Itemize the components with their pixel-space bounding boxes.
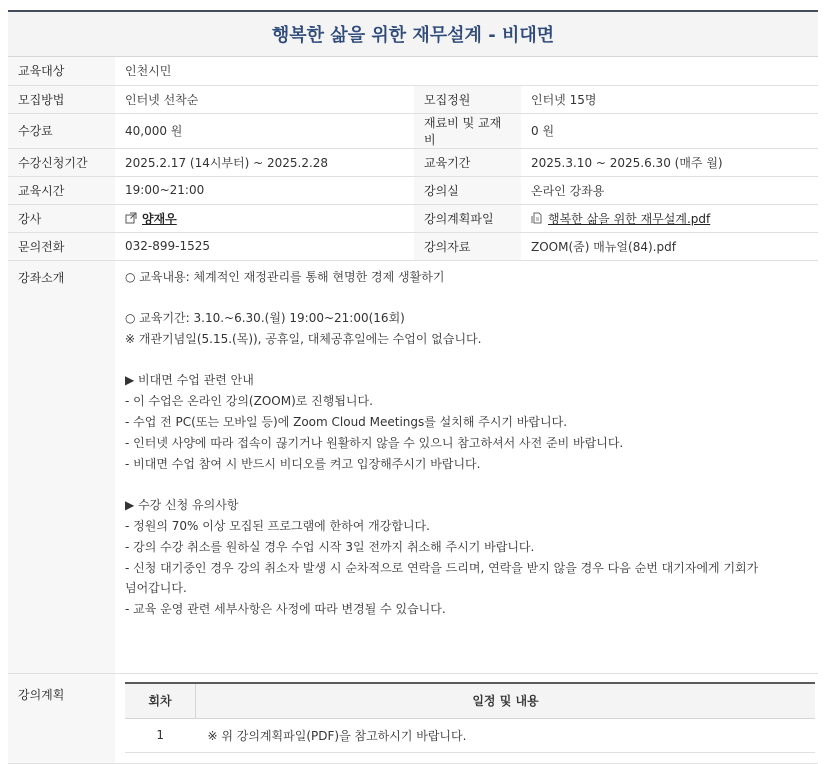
apply-period-label: 수강신청기간 — [8, 148, 115, 176]
plan-col-desc: 일정 및 내용 — [196, 683, 816, 719]
intro-line: - 정원의 70% 이상 모집된 프로그램에 한하여 개강합니다. — [125, 519, 430, 534]
room-label: 강의실 — [414, 176, 521, 204]
edu-period-value: 2025.3.10 ~ 2025.6.30 (매주 월) — [521, 148, 818, 176]
edu-time-label: 교육시간 — [8, 176, 115, 204]
row-time — [8, 176, 818, 204]
intro-line: - 수업 전 PC(또는 모바일 등)에 Zoom Cloud Meetings를 설치해 주시기 바랍니다. — [125, 415, 568, 430]
edu-time-value: 19:00~21:00 — [115, 176, 414, 204]
phone-value: 032-899-1525 — [115, 232, 414, 260]
teacher-cell — [115, 204, 414, 232]
row-intro — [8, 260, 818, 673]
intro-line: - 인터넷 사양에 따라 접속이 끊기거나 원활하지 않을 수 있으니 참고하셔서 사전 준비 바랍니다. — [125, 435, 624, 450]
row-target — [8, 57, 818, 85]
method-label: 모집방법 — [8, 85, 115, 113]
plan-row-no: 1 — [125, 718, 196, 752]
apply-period-value: 2025.2.17 (14시부터) ~ 2025.2.28 — [115, 148, 414, 176]
phone-label: 문의전화 — [8, 232, 115, 260]
row-fee — [8, 113, 818, 148]
intro-line: ▶ 비대면 수업 관련 안내 — [125, 373, 254, 388]
intro-line — [125, 287, 808, 308]
course-detail — [8, 10, 818, 764]
plan-row — [125, 718, 815, 752]
room-value: 온라인 강좌용 — [521, 176, 818, 204]
teacher-link[interactable]: 양재우 — [142, 211, 177, 226]
intro-cell — [115, 260, 818, 673]
intro-line: - 비대면 수업 참여 시 반드시 비디오를 켜고 입장해주시기 바랍니다. — [125, 456, 481, 471]
material-file-label: 강의자료 — [414, 232, 521, 260]
row-apply — [8, 148, 818, 176]
plan-file-cell — [521, 204, 818, 232]
plan-label: 강의계획 — [8, 673, 115, 763]
plan-row-desc: ※ 위 강의계획파일(PDF)을 참고하시기 바랍니다. — [196, 718, 816, 752]
intro-label: 강좌소개 — [8, 260, 115, 673]
capacity-label: 모집정원 — [414, 85, 521, 113]
method-value: 인터넷 선착순 — [115, 85, 414, 113]
plan-file-link[interactable]: 행복한 삶을 위한 재무설계.pdf — [548, 211, 711, 226]
course-info-table — [8, 57, 818, 764]
title-bar — [8, 10, 818, 57]
capacity-value: 인터넷 15명 — [521, 85, 818, 113]
material-fee-value: 0 원 — [521, 113, 818, 148]
edu-period-label: 교육기간 — [414, 148, 521, 176]
row-phone — [8, 232, 818, 260]
plan-file-label: 강의계획파일 — [414, 204, 521, 232]
row-plan — [8, 673, 818, 763]
target-label: 교육대상 — [8, 57, 115, 85]
intro-line: - 이 수업은 온라인 강의(ZOOM)로 진행됩니다. — [125, 394, 373, 409]
plan-header-row — [125, 683, 815, 719]
teacher-label: 강사 — [8, 204, 115, 232]
target-value: 인천시민 — [115, 57, 818, 85]
row-teacher — [8, 204, 818, 232]
intro-line: - 강의 수강 취소를 원하실 경우 수업 시작 3일 전까지 취소해 주시기 바랍니다. — [125, 539, 535, 554]
intro-line — [125, 350, 808, 371]
file-icon — [531, 212, 543, 224]
fee-value: 40,000 원 — [115, 113, 414, 148]
plan-cell — [115, 673, 818, 763]
intro-line: - 교육 운영 관련 세부사항은 사정에 따라 변경될 수 있습니다. — [125, 602, 446, 617]
plan-table — [125, 682, 815, 753]
intro-line: ▶ 수강 신청 유의사항 — [125, 498, 239, 513]
intro-line — [125, 474, 808, 495]
plan-col-no: 회차 — [125, 683, 196, 719]
row-method — [8, 85, 818, 113]
material-file-value[interactable]: ZOOM(줌) 매뉴얼(84).pdf — [521, 232, 818, 260]
intro-line: - 신청 대기중인 경우 강의 취소자 발생 시 순차적으로 연락을 드리며, 연락을 받지 않을 경우 다음 순번 대기자에게 기회가 — [125, 560, 759, 575]
popup-icon — [125, 212, 137, 224]
intro-line: 넘어갑니다. — [125, 581, 187, 596]
fee-label: 수강료 — [8, 113, 115, 148]
intro-line: ※ 개관기념일(5.15.(목)), 공휴일, 대체공휴일에는 수업이 없습니다. — [125, 331, 482, 346]
intro-line: ○ 교육내용: 체계적인 재정관리를 통해 현명한 경제 생활하기 — [125, 269, 445, 284]
page-title: 행복한 삶을 위한 재무설계 - 비대면 — [271, 25, 555, 46]
intro-line: ○ 교육기간: 3.10.~6.30.(월) 19:00~21:00(16회) — [125, 311, 405, 326]
material-fee-label: 재료비 및 교재비 — [414, 113, 521, 148]
intro-text — [125, 261, 808, 627]
